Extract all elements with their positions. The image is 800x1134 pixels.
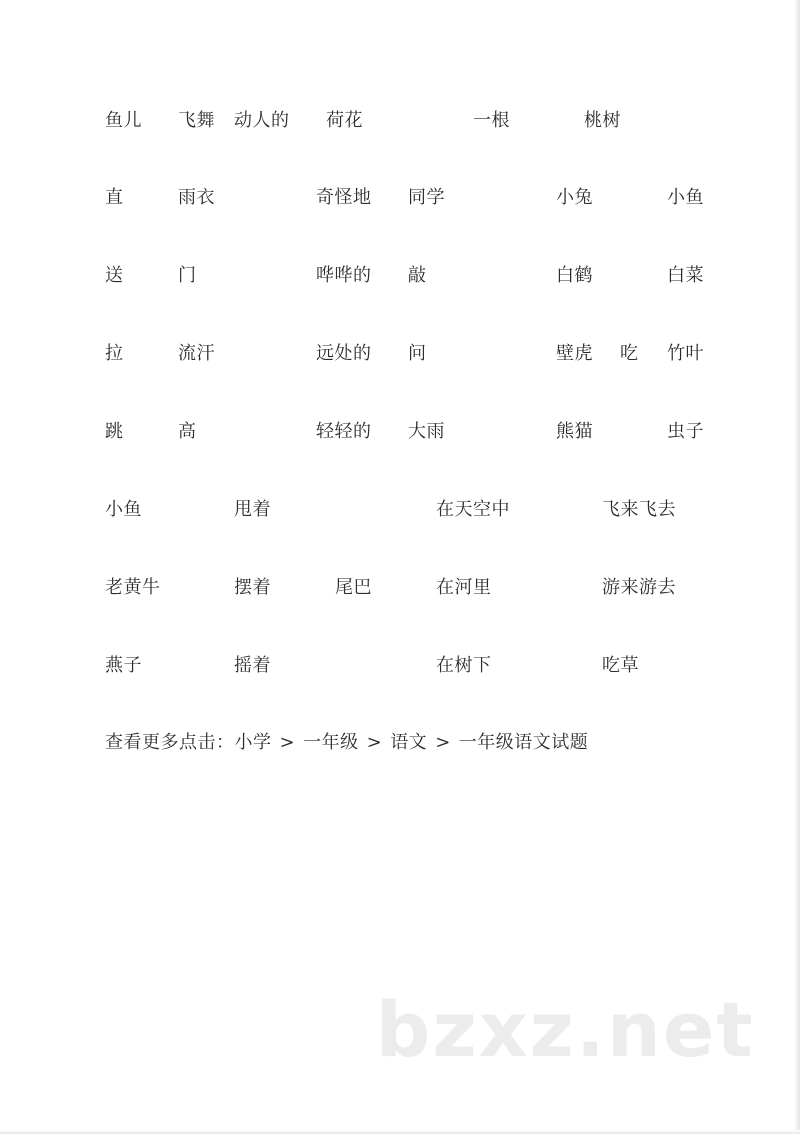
word: 吃 bbox=[620, 343, 639, 364]
word: 飞来飞去 bbox=[602, 499, 676, 520]
word: 一根 bbox=[473, 110, 510, 131]
breadcrumb-separator: > bbox=[435, 732, 451, 753]
word: 在河里 bbox=[436, 577, 492, 598]
word: 甩着 bbox=[234, 499, 271, 520]
page-edge-shadow bbox=[0, 1130, 800, 1134]
word: 桃树 bbox=[584, 110, 621, 131]
word: 在树下 bbox=[436, 655, 492, 676]
word: 熊猫 bbox=[556, 421, 593, 442]
word: 雨衣 bbox=[178, 187, 215, 208]
watermark: bzxz.net bbox=[376, 985, 755, 1074]
word: 问 bbox=[408, 343, 427, 364]
word: 燕子 bbox=[105, 655, 142, 676]
word: 白菜 bbox=[667, 265, 704, 286]
word: 敲 bbox=[408, 265, 427, 286]
word: 小鱼 bbox=[105, 499, 142, 520]
word: 壁虎 bbox=[556, 343, 593, 364]
word: 直 bbox=[105, 187, 124, 208]
word: 虫子 bbox=[667, 421, 704, 442]
word: 动人的 bbox=[234, 110, 290, 131]
word: 远处的 bbox=[316, 343, 372, 364]
word: 哗哗的 bbox=[316, 265, 372, 286]
word: 竹叶 bbox=[667, 343, 704, 364]
word: 摆着 bbox=[234, 577, 271, 598]
word: 飞舞 bbox=[178, 110, 215, 131]
word: 门 bbox=[178, 265, 197, 286]
word: 高 bbox=[178, 421, 197, 442]
word: 摇着 bbox=[234, 655, 271, 676]
word: 大雨 bbox=[408, 421, 445, 442]
word: 荷花 bbox=[326, 110, 363, 131]
more-links bbox=[105, 732, 588, 754]
word: 同学 bbox=[408, 187, 445, 208]
word: 游来游去 bbox=[602, 577, 676, 598]
word: 拉 bbox=[105, 343, 124, 364]
word: 吃草 bbox=[602, 655, 639, 676]
word: 在天空中 bbox=[436, 499, 510, 520]
word: 送 bbox=[105, 265, 124, 286]
more-links-prefix: 查看更多点击： bbox=[105, 732, 235, 753]
breadcrumb-separator: > bbox=[279, 732, 296, 753]
word: 小鱼 bbox=[667, 187, 704, 208]
word: 流汗 bbox=[178, 343, 215, 364]
link-chinese[interactable]: 语文 bbox=[390, 732, 428, 753]
word: 尾巴 bbox=[335, 577, 372, 598]
word: 轻轻的 bbox=[316, 421, 372, 442]
word: 跳 bbox=[105, 421, 124, 442]
word: 鱼儿 bbox=[105, 110, 142, 131]
breadcrumb-separator: > bbox=[366, 732, 383, 753]
link-grade-one[interactable]: 一年级 bbox=[303, 732, 359, 753]
page-edge-shadow bbox=[794, 0, 800, 1134]
word: 奇怪地 bbox=[316, 187, 372, 208]
link-primary-school[interactable]: 小学 bbox=[234, 732, 272, 753]
link-grade-one-chinese-tests[interactable]: 一年级语文试题 bbox=[458, 732, 589, 753]
word: 小兔 bbox=[556, 187, 593, 208]
word: 老黄牛 bbox=[105, 577, 161, 598]
word: 白鹤 bbox=[556, 265, 593, 286]
